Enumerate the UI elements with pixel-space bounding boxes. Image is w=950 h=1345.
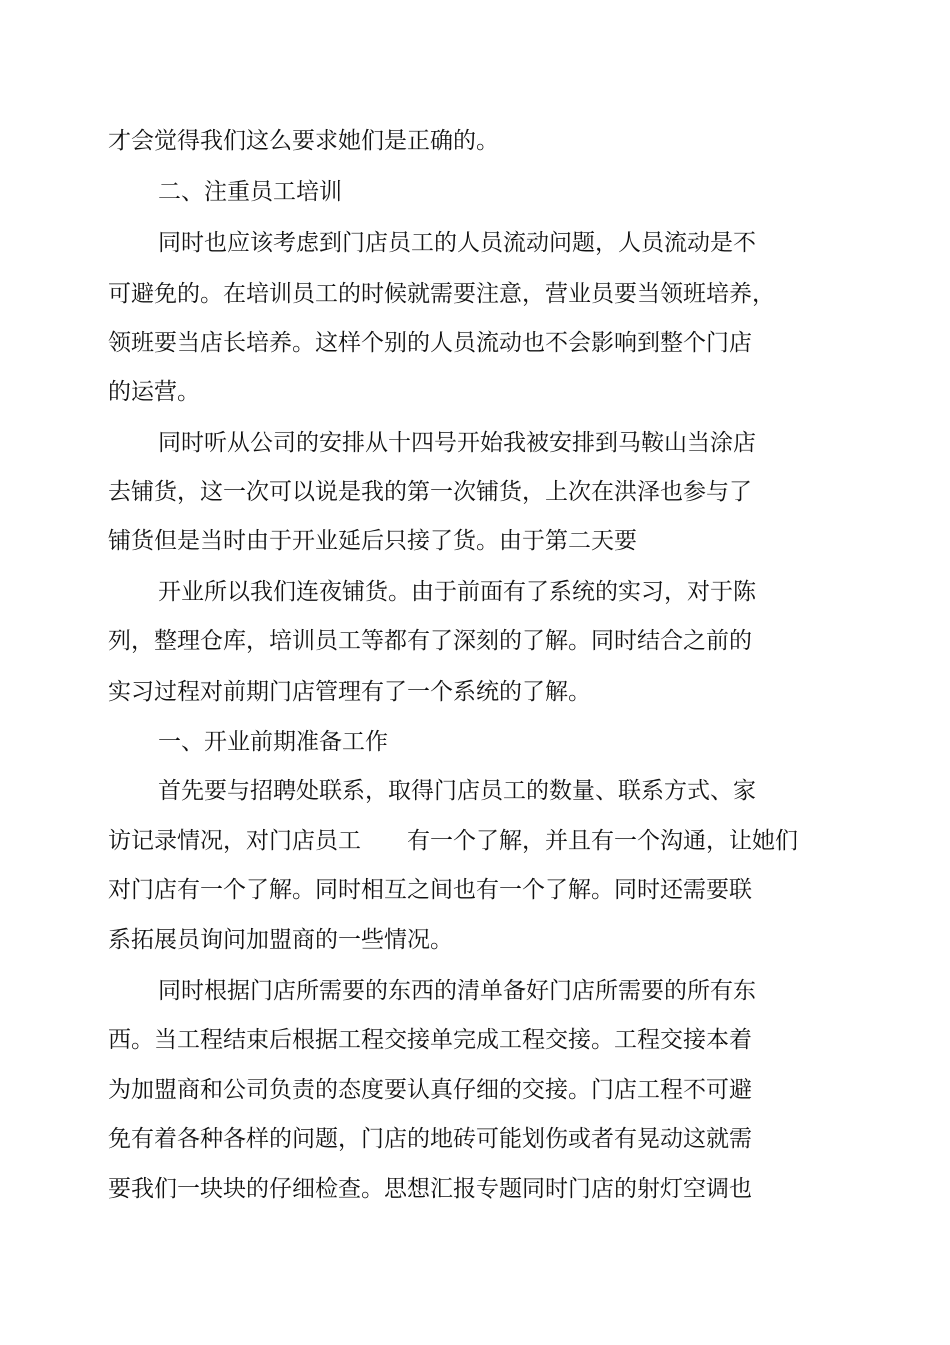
text-line: 为加盟商和公司负责的态度要认真仔细的交接。门店工程不可避 [108, 1077, 752, 1103]
text-line: 系拓展员询问加盟商的一些情况。 [108, 927, 453, 953]
section-heading: 二、注重员工培训 [158, 179, 342, 205]
text-line: 开业所以我们连夜铺货。由于前面有了系统的实习，对于陈 [158, 579, 756, 605]
text-line: 免有着各种各样的问题，门店的地砖可能划伤或者有晃动这就需 [108, 1126, 752, 1152]
text-line: 可避免的。在培训员工的时候就需要注意，营业员要当领班培养， [108, 281, 775, 307]
text-line: 同时听从公司的安排从十四号开始我被安排到马鞍山当涂店 [158, 430, 756, 456]
text-line: 领班要当店长培养。这样个别的人员流动也不会影响到整个门店 [108, 330, 752, 356]
text-line: 同时根据门店所需要的东西的清单备好门店所需要的所有东 [158, 978, 756, 1004]
text-line: 列，整理仓库，培训员工等都有了深刻的了解。同时结合之前的 [108, 628, 752, 654]
text-line: 同时也应该考虑到门店员工的人员流动问题，人员流动是不 [158, 230, 756, 256]
text-line: 铺货但是当时由于开业延后只接了货。由于第二天要 [108, 528, 637, 554]
text-line: 首先要与招聘处联系，取得门店员工的数量、联系方式、家 [158, 778, 756, 804]
text-line: 的运营。 [108, 379, 200, 405]
text-line: 去铺货，这一次可以说是我的第一次铺货，上次在洪泽也参与了 [108, 479, 752, 505]
text-line: 西。当工程结束后根据工程交接单完成工程交接。工程交接本着 [108, 1027, 752, 1053]
text-line: 要我们一块块的仔细检查。思想汇报专题同时门店的射灯空调也 [108, 1176, 752, 1202]
section-heading: 一、开业前期准备工作 [158, 729, 388, 755]
text-line: 对门店有一个了解。同时相互之间也有一个了解。同时还需要联 [108, 877, 752, 903]
text-line: 实习过程对前期门店管理有了一个系统的了解。 [108, 679, 591, 705]
text-line: 访记录情况，对门店员工 有一个了解，并且有一个沟通，让她们 [108, 828, 798, 854]
text-line: 才会觉得我们这么要求她们是正确的。 [108, 128, 499, 154]
